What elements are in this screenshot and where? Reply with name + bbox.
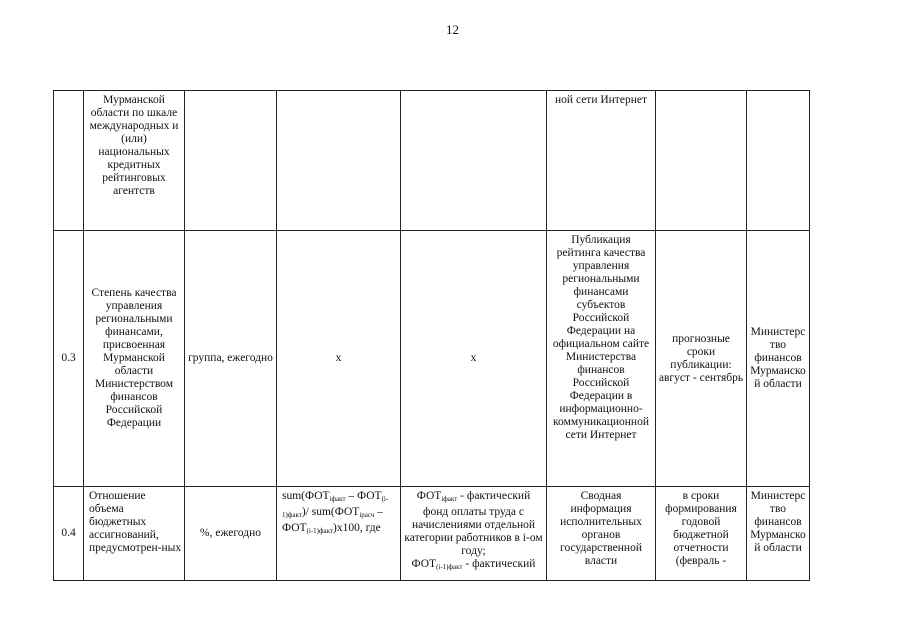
formula-text: sum(ФОТ [282, 490, 330, 502]
description-text: ФОТ [416, 490, 442, 502]
page-number: 12 [446, 22, 459, 37]
table-row [54, 231, 810, 487]
description-subscript: iфакт [441, 495, 458, 503]
formula-cell [277, 91, 401, 231]
description-cell: х [401, 231, 547, 487]
formula-text: – ФОТ [282, 506, 383, 534]
description-cell [401, 487, 547, 581]
source-cell: Сводная информация исполнительных органов государственной власти [547, 487, 656, 581]
description-subscript: (i-1)факт [436, 563, 463, 571]
description-text: ФОТ [411, 558, 437, 570]
timing-cell [656, 91, 747, 231]
formula-text: – ФОТ [345, 490, 382, 502]
formula-cell [277, 487, 401, 581]
row-number-cell [54, 91, 84, 231]
description-text: - фактический [462, 558, 536, 570]
indicators-table [53, 90, 810, 581]
table-row [54, 91, 810, 231]
timing-cell: в сроки формирования годовой бюджетной отчетности (февраль - [656, 487, 747, 581]
description-text: - фактический фонд оплаты труда с начислениями отдельной категории работников в i-ом году; [404, 490, 543, 557]
formula-cell: х [277, 231, 401, 487]
responsible-cell: Министерство финансов Мурманской области [747, 487, 810, 581]
indicator-cell: Мурманской области по шкале международных и (или) национальных кредитных рейтинговых агентств [84, 91, 185, 231]
row-number-cell: 0.3 [54, 231, 84, 487]
formula-text: )/ sum(ФОТ [301, 506, 360, 518]
unit-cell [185, 91, 277, 231]
unit-cell: %, ежегодно [185, 487, 277, 581]
timing-cell: прогнозные сроки публикации: август - сентябрь [656, 231, 747, 487]
row-number-cell: 0.4 [54, 487, 84, 581]
unit-cell: группа, ежегодно [185, 231, 277, 487]
source-cell: Публикация рейтинга качества управления региональными финансами субъектов Российской Федерации на официальном сайте Министерства финансов Российской Федерации в информационно-коммуникационной сети Интернет [547, 231, 656, 487]
responsible-cell [747, 91, 810, 231]
description-cell [401, 91, 547, 231]
formula-subscript: (i-1)факт [306, 527, 334, 535]
indicator-cell: Отношение объема бюджетных ассигнований, предусмотрен-ных [84, 487, 185, 581]
responsible-cell: Министерство финансов Мурманской области [747, 231, 810, 487]
formula-subscript: (i-1)факт [282, 495, 389, 519]
source-cell: ной сети Интернет [547, 91, 656, 231]
formula-text: )x100, где [333, 522, 381, 534]
table-row [54, 487, 810, 581]
formula-subscript: iфакт [329, 495, 346, 503]
formula-subscript: iрасч [359, 511, 375, 519]
indicator-cell: Степень качества управления региональными финансами, присвоенная Мурманской области Министерством финансов Российской Федерации [84, 231, 185, 487]
